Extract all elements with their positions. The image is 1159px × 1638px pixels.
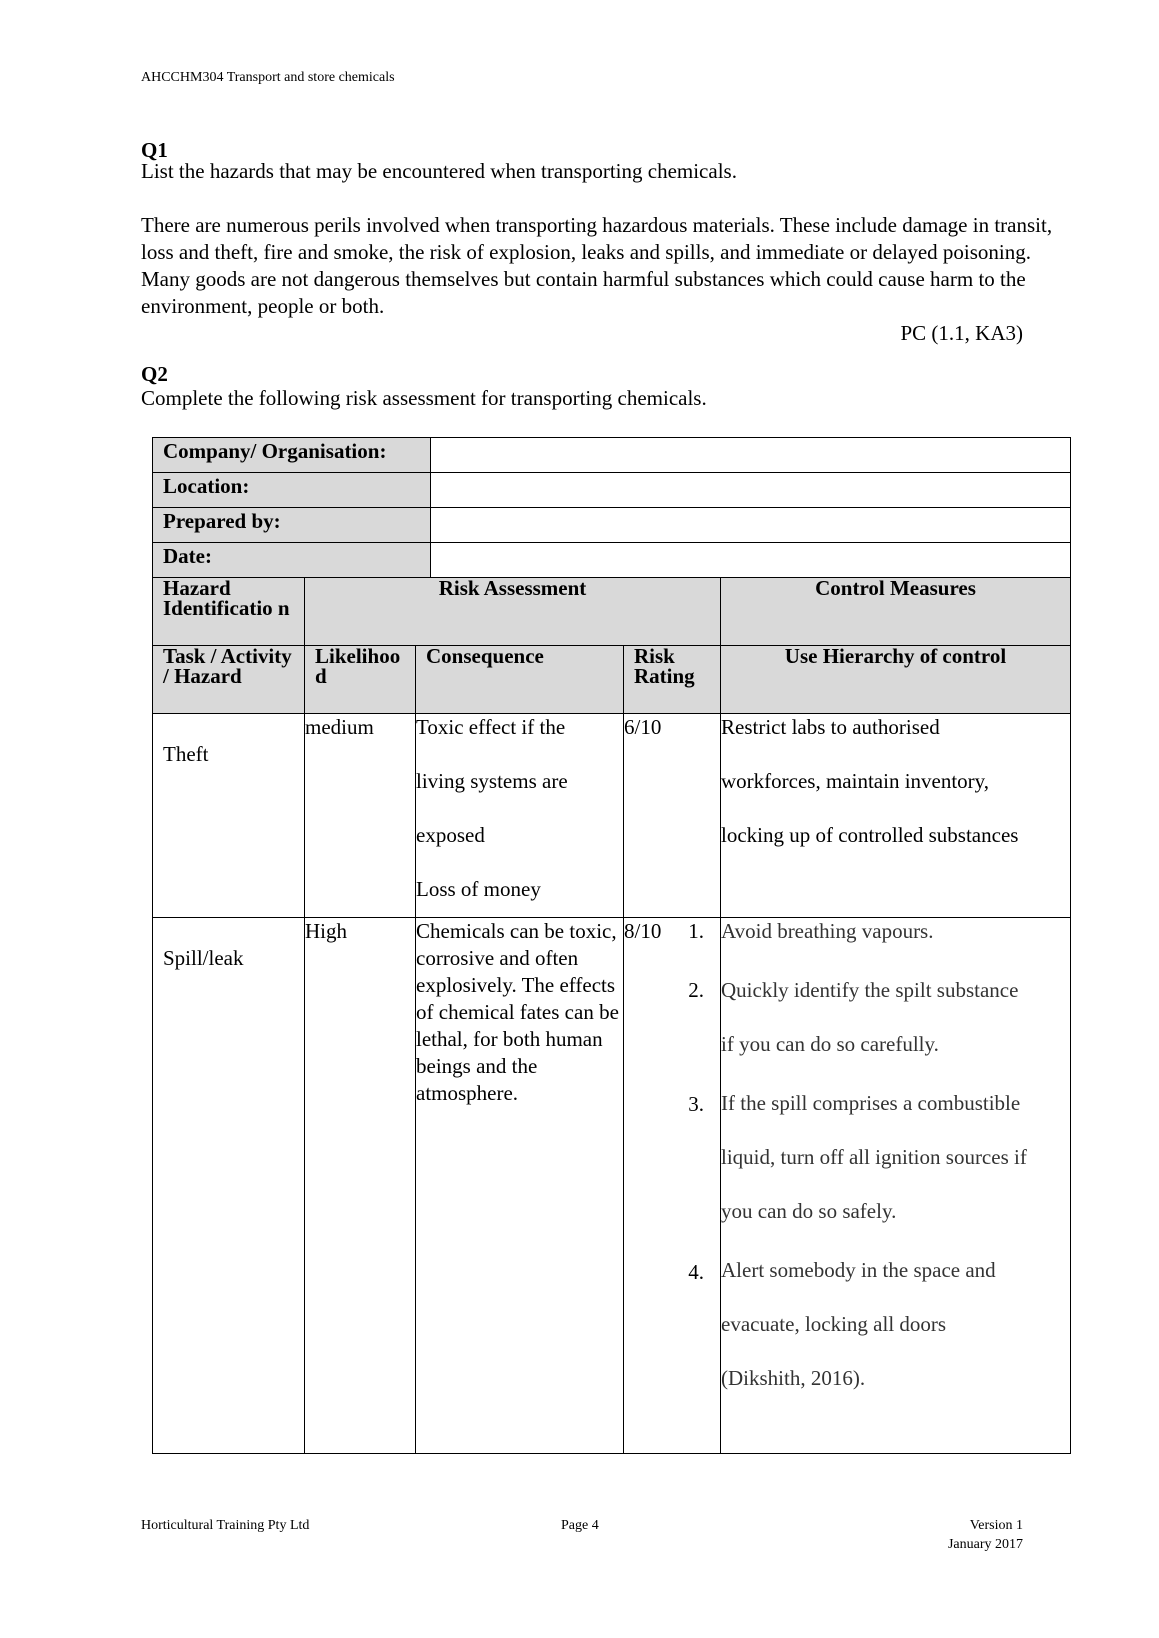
table-row: [153, 714, 1071, 918]
task-activity-hazard-header: Task / Activity / Hazard: [153, 646, 305, 714]
row2-risk-rating: 8/10: [624, 919, 662, 943]
date-value-field[interactable]: [431, 543, 1071, 578]
control-item-1: [721, 918, 1070, 945]
control-line: Quickly identify the spilt substance: [721, 978, 1019, 1002]
footer-company: Horticultural Training Pty Ltd: [141, 1518, 310, 1533]
likelihood-header: Likelihoo d: [305, 646, 416, 714]
hierarchy-of-control-header: Use Hierarchy of control: [721, 646, 1071, 714]
q2-question: Complete the following risk assessment for transporting chemicals.: [141, 386, 707, 410]
page-header-title: AHCCHM304 Transport and store chemicals: [141, 70, 395, 85]
control-line: if you can do so carefully.: [721, 1032, 939, 1056]
consequence-header: Consequence: [416, 646, 624, 714]
location-label: Location:: [153, 473, 431, 508]
footer-date: January 2017: [947, 1537, 1023, 1552]
list-number: 3.: [688, 1092, 704, 1116]
row2-control-numbers: [688, 918, 704, 1286]
control-line: If the spill comprises a combustible: [721, 1091, 1021, 1115]
q1-performance-criteria: PC (1.1, KA3): [900, 321, 1023, 345]
row1-consequence-line: living systems are: [416, 769, 568, 793]
row2-likelihood: High: [305, 918, 416, 1454]
info-row-date: [153, 543, 1071, 578]
company-value-field[interactable]: [431, 438, 1071, 473]
row1-consequence: [416, 714, 624, 918]
control-item-2: [721, 977, 1070, 1058]
row1-consequence-line: exposed: [416, 823, 485, 847]
row1-consequence-line: Loss of money: [416, 877, 541, 901]
control-line: you can do so safely.: [721, 1199, 897, 1223]
q1-question: List the hazards that may be encountered when transporting chemicals.: [141, 159, 737, 183]
list-number: 2.: [688, 978, 704, 1002]
row1-control-line: locking up of controlled substances: [721, 823, 1019, 847]
row2-task: Spill/leak: [153, 918, 305, 1454]
location-value-field[interactable]: [431, 473, 1071, 508]
row1-task: Theft: [153, 714, 305, 918]
prepared-by-value-field[interactable]: [431, 508, 1071, 543]
row1-control-line: workforces, maintain inventory,: [721, 769, 990, 793]
date-label: Date:: [153, 543, 431, 578]
control-line: Avoid breathing vapours.: [721, 919, 934, 943]
row2-control-measures: [721, 918, 1071, 1454]
q1-answer: There are numerous perils involved when transporting hazardous materials. These include damage in transit, loss and theft, fire and smoke, the risk of explosion, leaks and spills, and immediate or delayed poisoning. Many goods are not dangerous themselves but contain harmful substances which could cause harm to the environment, people or both.: [141, 213, 1053, 318]
row1-likelihood: medium: [305, 714, 416, 918]
control-item-3: [721, 1090, 1070, 1225]
q2-label: Q2: [141, 362, 168, 386]
table-header-row-2: [153, 646, 1071, 714]
row1-control-measures: [721, 714, 1071, 918]
row1-risk-rating: 6/10: [624, 714, 721, 918]
control-line: liquid, turn off all ignition sources if: [721, 1145, 1027, 1169]
footer-version-block: [948, 1516, 1023, 1554]
list-number: 4.: [688, 1260, 704, 1284]
row1-consequence-line: Toxic effect if the: [416, 715, 566, 739]
q1-label: Q1: [141, 138, 168, 162]
table-header-row-1: [153, 578, 1071, 646]
risk-assessment-table: [152, 437, 1071, 1454]
risk-rating-header: Risk Rating: [624, 646, 721, 714]
info-row-company: [153, 438, 1071, 473]
footer-version: Version 1: [969, 1518, 1023, 1533]
control-line: evacuate, locking all doors: [721, 1312, 947, 1336]
control-line: Alert somebody in the space and: [721, 1258, 996, 1282]
table-row: [153, 918, 1071, 1454]
control-line: (Dikshith, 2016).: [721, 1366, 866, 1390]
row2-consequence: Chemicals can be toxic, corrosive and often explosively. The effects of chemical fates can be lethal, for both human beings and the atmosphere.: [416, 918, 624, 1454]
list-number: 1.: [688, 919, 704, 943]
control-item-4: [721, 1257, 1070, 1392]
risk-assessment-header: Risk Assessment: [305, 578, 721, 646]
company-label: Company/ Organisation:: [153, 438, 431, 473]
hazard-identification-header: Hazard Identificatio n: [153, 578, 305, 646]
prepared-by-label: Prepared by:: [153, 508, 431, 543]
info-row-location: [153, 473, 1071, 508]
row2-risk-rating-cell: [624, 918, 721, 1454]
info-row-prepared-by: [153, 508, 1071, 543]
control-measures-header: Control Measures: [721, 578, 1071, 646]
footer-page-number: Page 4: [561, 1518, 599, 1533]
row1-control-line: Restrict labs to authorised: [721, 715, 940, 739]
